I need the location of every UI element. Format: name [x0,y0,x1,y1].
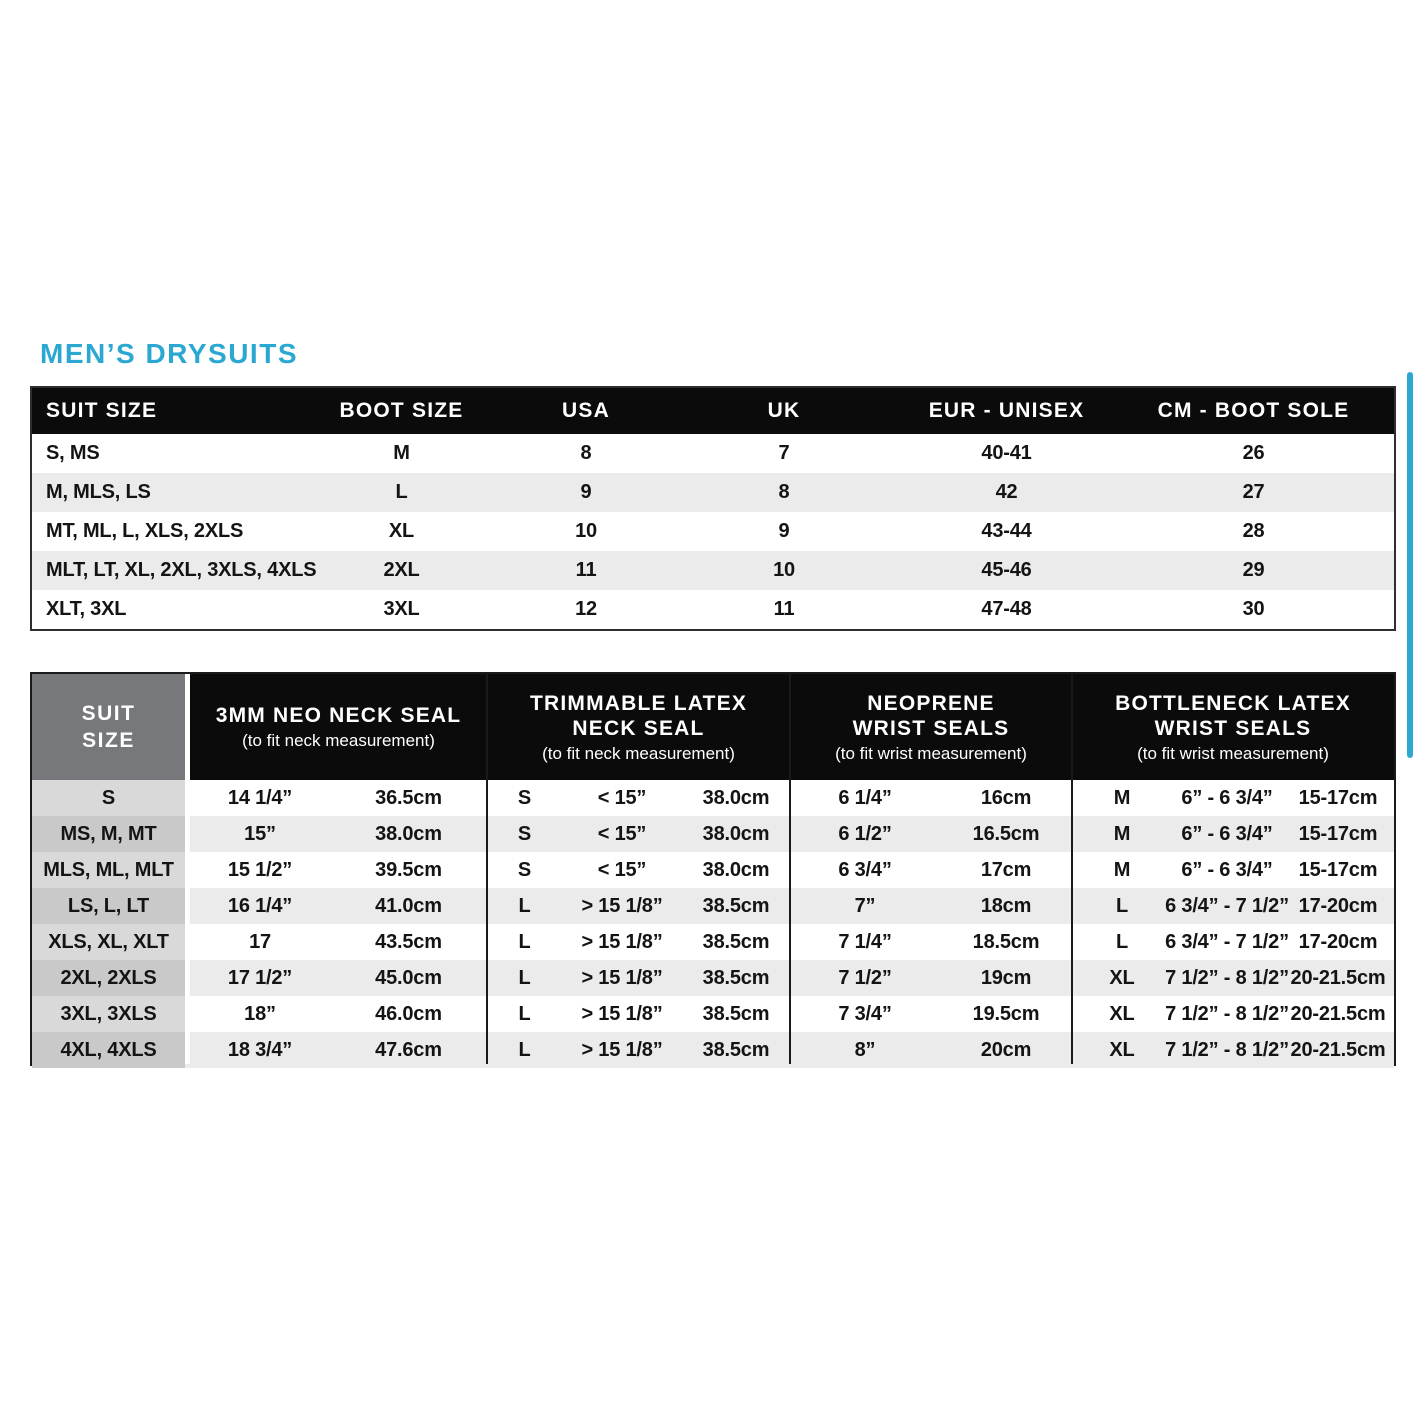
boot-table-column-header: CM - BOOT SOLE [1157,399,1350,422]
seal-table-cell: 18cm [980,894,1032,917]
seal-table-suit-cell: MLS, ML, MLT [32,852,185,888]
seal-table-cell: 38.0cm [702,786,770,809]
seal-group-title-line: WRIST SEALS [852,716,1010,740]
boot-table-cell: 12 [575,598,597,620]
seal-table-cell: L [1115,894,1129,917]
seal-table-cell: 6 3/4” - 7 1/2” [1165,930,1289,953]
seal-table-cell: XL [1109,966,1135,989]
seal-table-cell: 45.0cm [375,966,442,989]
seal-table-cell: 15 1/2” [227,858,293,881]
seal-table-cell: 18 3/4” [227,1038,293,1061]
seal-table-cell: M [1113,786,1131,809]
seal-table-cell: 8” [854,1038,876,1061]
seal-table-cell: 38.5cm [702,1038,770,1061]
boot-table-column-header: SUIT SIZE [46,399,158,422]
seal-group-title-line: BOTTLENECK LATEX [1115,691,1351,715]
column-divider [486,674,488,1064]
boot-table-cell: 26 [1242,442,1265,464]
table-row [32,816,1394,852]
boot-table-cell: 45-46 [981,559,1032,581]
seal-table-cell: 16cm [980,786,1032,809]
seal-table-cell: 15-17cm [1298,858,1378,881]
boot-table-cell: MT, ML, L, XLS, 2XLS [46,520,244,542]
seal-table-cell: > 15 1/8” [581,894,663,917]
seal-group-subtitle: (to fit neck measurement) [242,731,435,750]
seal-group-subtitle: (to fit wrist measurement) [835,743,1027,763]
seal-table-cell: 17cm [980,858,1032,881]
seal-table-cell: 46.0cm [375,1002,442,1025]
boot-table-cell: 7 [778,442,790,464]
seal-table-cell: 43.5cm [375,930,442,953]
seal-table-cell: 38.5cm [702,1002,770,1025]
table-row [32,590,1394,629]
boot-table-cell: 43-44 [981,520,1032,542]
mens-drysuits-seal-size-table [30,672,1396,1066]
boot-table-cell: S, MS [46,442,100,464]
seal-table-cell: 20cm [980,1038,1032,1061]
boot-table-body [32,434,1394,629]
seal-table-cell: XL [1109,1038,1135,1061]
column-divider [789,674,791,1064]
seal-table-cell: 38.5cm [702,894,770,917]
suit-size-header-line: SUIT [81,702,136,725]
seal-table-cell: 6 3/4” - 7 1/2” [1165,894,1289,917]
seal-group-title-line: 3MM NEO NECK SEAL [215,704,462,727]
accent-side-bar [1407,372,1413,758]
seal-table-cell: 38.5cm [702,930,770,953]
table-row [32,924,1394,960]
seal-table-cell: > 15 1/8” [581,930,663,953]
table-row [32,888,1394,924]
seal-table-cell: 38.5cm [702,966,770,989]
seal-table-cell: 19.5cm [972,1002,1040,1025]
table-row [32,473,1394,512]
seal-table-cell: > 15 1/8” [581,1038,663,1061]
seal-group-header [790,674,1072,780]
boot-table-cell: 30 [1242,598,1265,620]
table-row [32,1032,1394,1068]
seal-table-cell: 15-17cm [1298,786,1378,809]
seal-table-suit-cell: 3XL, 3XLS [32,996,185,1032]
boot-table-cell: 2XL [383,559,420,581]
seal-table-suit-cell: S [32,780,185,816]
table-row [32,960,1394,996]
seal-table-cell: 15-17cm [1298,822,1378,845]
seal-table-cell: > 15 1/8” [581,966,663,989]
seal-table-cell: 16 1/4” [227,894,293,917]
seal-table-cell: M [1113,822,1131,845]
seal-table-cell: 38.0cm [702,822,770,845]
seal-table-cell: 7 1/2” - 8 1/2” [1165,966,1289,989]
table-row [32,996,1394,1032]
boot-table-cell: 3XL [383,598,420,620]
seal-table-cell: 6 1/2” [838,822,892,845]
boot-table-cell: 11 [575,559,597,581]
seal-table-cell: 18.5cm [972,930,1040,953]
seal-table-cell: 20-21.5cm [1290,1038,1386,1061]
seal-table-cell: 36.5cm [375,786,442,809]
seal-table-cell: 6 1/4” [838,786,892,809]
seal-table-cell: L [518,894,531,917]
seal-table-cell: < 15” [597,822,647,845]
boot-table-column-header: EUR - UNISEX [928,399,1085,422]
seal-table-cell: 6” - 6 3/4” [1181,786,1273,809]
seal-table-cell: 17-20cm [1298,930,1378,953]
suit-size-header-line: SIZE [82,729,135,752]
seal-table-suit-size-header [32,674,185,780]
seal-table-cell: 17-20cm [1298,894,1378,917]
seal-table-cell: 6” - 6 3/4” [1181,822,1273,845]
seal-group-subtitle: (to fit wrist measurement) [1137,743,1329,763]
boot-table-cell: XL [388,520,415,542]
boot-table-column-header: USA [562,399,610,422]
seal-group-header [1072,674,1394,780]
seal-table-cell: 7 1/2” - 8 1/2” [1165,1038,1289,1061]
boot-table-cell: MLT, LT, XL, 2XL, 3XLS, 4XLS [46,559,317,581]
seal-table-suit-cell: LS, L, LT [32,888,185,924]
seal-table-cell: 14 1/4” [227,786,293,809]
column-divider [1071,674,1073,1064]
table-row [32,852,1394,888]
seal-table-cell: L [518,930,531,953]
seal-group-title-line: WRIST SEALS [1154,716,1312,740]
seal-table-cell: L [1115,930,1129,953]
seal-group-title-line: NECK SEAL [572,716,705,740]
seal-table-cell: S [517,786,532,809]
boot-table-cell: 47-48 [981,598,1032,620]
seal-table-cell: 7 1/4” [838,930,892,953]
seal-group-subtitle: (to fit neck measurement) [542,743,735,763]
boot-table-cell: 8 [580,442,592,464]
table-row [32,551,1394,590]
boot-table-cell: 40-41 [981,442,1032,464]
boot-table-cell: 28 [1242,520,1265,542]
seal-table-cell: XL [1109,1002,1135,1025]
boot-table-cell: 29 [1242,559,1265,581]
seal-table-cell: 16.5cm [972,822,1040,845]
boot-table-cell: 42 [995,481,1018,503]
boot-table-cell: 8 [778,481,790,503]
seal-table-cell: M [1113,858,1131,881]
boot-table-cell: 9 [580,481,592,503]
seal-table-cell: 17 1/2” [227,966,293,989]
seal-group-header [190,674,487,780]
table-row [32,780,1394,816]
seal-table-cell: S [517,858,532,881]
seal-table-cell: L [518,1038,531,1061]
seal-table-suit-cell: XLS, XL, XLT [32,924,185,960]
seal-table-suit-cell: 2XL, 2XLS [32,960,185,996]
seal-table-cell: 20-21.5cm [1290,966,1386,989]
boot-table-cell: XLT, 3XL [46,598,127,620]
boot-table-column-header: BOOT SIZE [339,399,464,422]
boot-table-cell: 9 [778,520,790,542]
seal-table-cell: 6 3/4” [838,858,892,881]
seal-table-cell: 15” [244,822,276,845]
seal-table-cell: 38.0cm [702,858,770,881]
seal-table-cell: S [517,822,532,845]
seal-table-cell: 47.6cm [375,1038,442,1061]
boot-table-cell: 27 [1242,481,1265,503]
seal-table-cell: 7 1/2” [838,966,892,989]
seal-group-title-line: NEOPRENE [867,691,995,715]
seal-table-cell: 41.0cm [375,894,442,917]
boot-table-cell: L [395,481,408,503]
boot-table-cell: 11 [773,598,795,620]
boot-table-header-row [32,388,1394,434]
seal-table-cell: 7 3/4” [838,1002,892,1025]
seal-group-header [487,674,790,780]
seal-table-cell: 19cm [980,966,1032,989]
seal-table-suit-cell: MS, M, MT [32,816,185,852]
seal-table-cell: 18” [244,1002,276,1025]
seal-table-cell: 7 1/2” - 8 1/2” [1165,1002,1289,1025]
boot-table-cell: 10 [575,520,597,542]
boot-table-cell: M [393,442,410,464]
seal-table-cell: 20-21.5cm [1290,1002,1386,1025]
seal-table-cell: L [518,1002,531,1025]
page-title: MEN’S DRYSUITS [40,338,298,369]
seal-table-cell: < 15” [597,786,647,809]
seal-table-cell: < 15” [597,858,647,881]
suit-column-gap [185,674,190,1064]
seal-table-cell: 38.0cm [375,822,442,845]
seal-table-cell: > 15 1/8” [581,1002,663,1025]
table-row [32,512,1394,551]
mens-drysuits-boot-size-table [30,386,1396,631]
seal-table-cell: 39.5cm [375,858,442,881]
seal-table-suit-cell: 4XL, 4XLS [32,1032,185,1068]
boot-table-cell: 10 [773,559,795,581]
boot-table-cell: M, MLS, LS [46,481,151,503]
seal-table-header-row [32,674,1394,780]
seal-group-title-line: TRIMMABLE LATEX [529,691,748,715]
seal-table-body [32,780,1394,1068]
seal-table-cell: 17 [249,930,271,953]
seal-table-cell: L [518,966,531,989]
seal-table-cell: 6” - 6 3/4” [1181,858,1273,881]
table-row [32,434,1394,473]
boot-table-column-header: UK [767,399,801,422]
seal-table-cell: 7” [854,894,876,917]
